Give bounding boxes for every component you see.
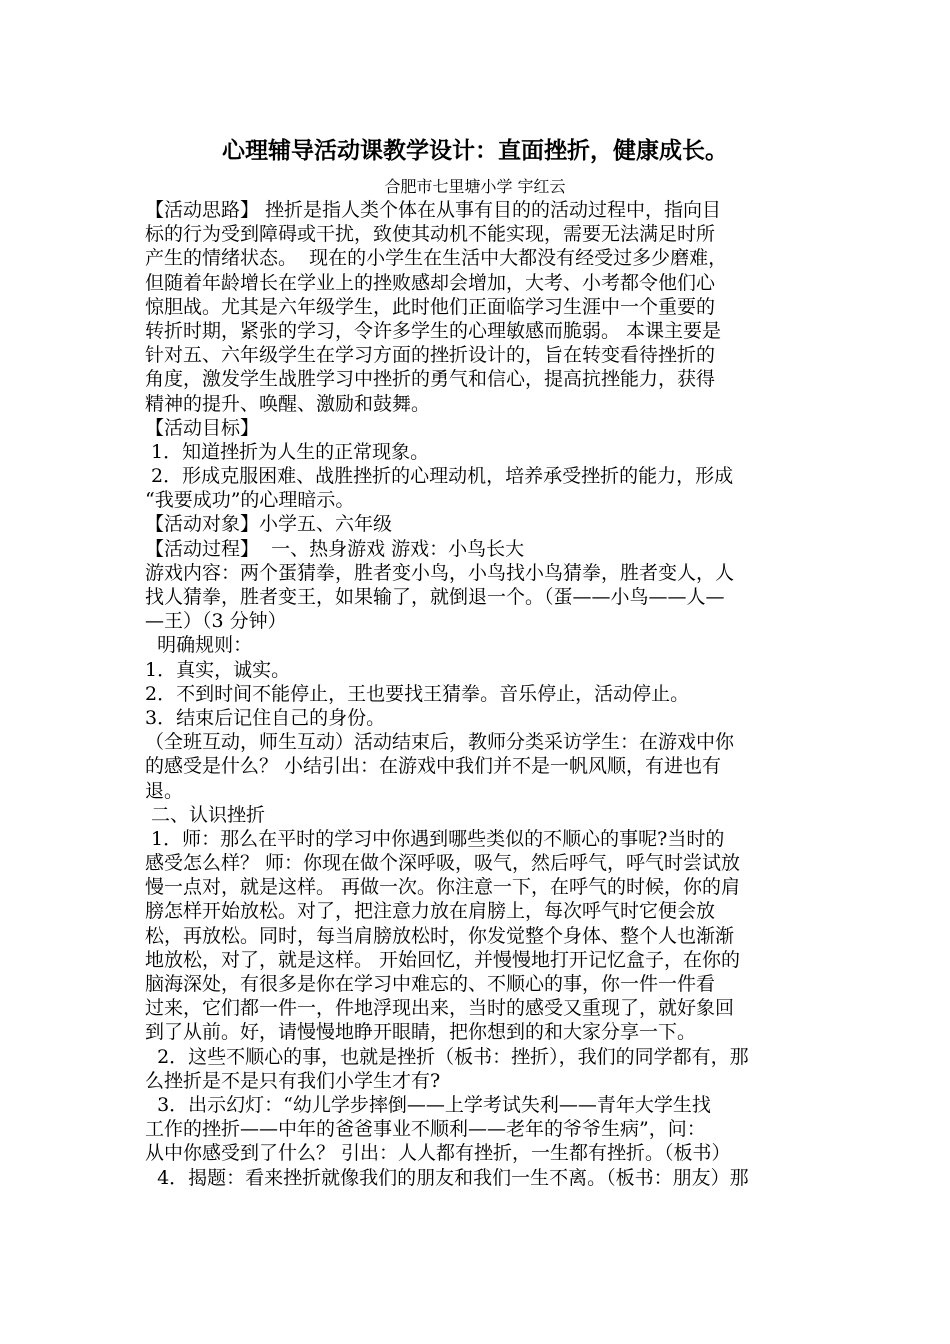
- body-text-line: 脑海深处，有很多是你在学习中难忘的、不顺心的事，你一件一件看: [145, 973, 716, 995]
- body-text-line: 【活动思路】 挫折是指人类个体在从事有目的的活动过程中，指向目: [145, 199, 722, 221]
- body-text-line: 明确规则：: [145, 634, 253, 657]
- body-text-line: 2．不到时间不能停止，王也要找王猜拳。音乐停止，活动停止。: [145, 682, 690, 705]
- body-text-line: 【活动对象】小学五、六年级: [145, 513, 393, 536]
- body-text-line: 找人猜拳，胜者变王，如果输了，就倒退一个。（蛋——小鸟——人—: [145, 586, 725, 608]
- body-text-line: 从中你感受到了什么？ 引出：人人都有挫折，一生都有挫折。（板书）: [145, 1142, 731, 1165]
- author-line: 合肥市七里塘小学 宇红云: [384, 177, 566, 196]
- body-text-line: 2．这些不顺心的事，也就是挫折（板书：挫折），我们的同学都有，那: [145, 1045, 749, 1068]
- body-text-line: 标的行为受到障碍或干扰，致使其动机不能实现，需要无法满足时所: [145, 223, 716, 246]
- body-text-line: 1．真实，诚实。: [145, 658, 291, 681]
- body-text-line: 精神的提升、唤醒、激励和鼓舞。: [145, 392, 431, 415]
- body-text-line: 【活动目标】: [145, 416, 260, 439]
- body-text-line: 1．知道挫折为人生的正常现象。: [145, 440, 430, 463]
- body-text-line: 惊胆战。尤其是六年级学生，此时他们正面临学习生涯中一个重要的: [145, 295, 716, 318]
- body-text-line: 工作的挫折——中年的爸爸事业不顺利——老年的爷爷生病”，问：: [145, 1118, 706, 1141]
- body-text-line: 感受怎么样？ 师：你现在做个深呼吸，吸气，然后呼气，呼气时尝试放: [145, 852, 741, 875]
- body-text-line: 膀怎样开始放松。对了，把注意力放在肩膀上，每次呼气时它便会放: [145, 900, 716, 923]
- body-text-line: 【活动过程】 一、热身游戏 游戏：小鸟长大: [145, 537, 525, 560]
- body-text-line: —王）（3 分钟）: [145, 610, 287, 633]
- body-text-line: （全班互动，师生互动）活动结束后，教师分类采访学生：在游戏中你: [145, 731, 735, 754]
- body-text-line: 松，再放松。同时，每当肩膀放松时，你发觉整个身体、整个人也渐渐: [145, 924, 735, 947]
- body-text-line: 到了从前。好，请慢慢地睁开眼睛，把你想到的和大家分享一下。: [145, 1021, 697, 1044]
- body-text-line: 游戏内容：两个蛋猜拳，胜者变小鸟，小鸟找小鸟猜拳，胜者变人，人: [145, 561, 735, 584]
- body-text-line: 3．出示幻灯：“幼儿学步摔倒——上学考试失利——青年大学生找: [145, 1093, 711, 1116]
- body-text-line: 角度，激发学生战胜学习中挫折的勇气和信心，提高抗挫能力，获得: [145, 368, 716, 391]
- body-text-line: 针对五、六年级学生在学习方面的挫折设计的，旨在转变看待挫折的: [145, 344, 716, 367]
- body-text-line: 但随着年龄增长在学业上的挫败感却会增加，大考、小考都令他们心: [145, 271, 716, 294]
- body-text-line: 慢一点对，就是这样。 再做一次。你注意一下，在呼气的时候，你的肩: [145, 876, 741, 899]
- body-text-line: 过来，它们都一件一，件地浮现出来，当时的感受又重现了，就好象回: [145, 997, 735, 1020]
- body-text-line: 么挫折是不是只有我们小学生才有?: [145, 1069, 441, 1092]
- body-text-line: 退。: [145, 779, 184, 802]
- body-text-line: 地放松，对了，就是这样。 开始回忆，并慢慢地打开记忆盒子，在你的: [145, 948, 741, 971]
- body-text-line: “我要成功”的心理暗示。: [145, 489, 355, 512]
- body-text-line: 4．揭题：看来挫折就像我们的朋友和我们一生不离。（板书：朋友）那: [145, 1166, 749, 1189]
- body-text-line: 3．结束后记住自己的身份。: [145, 706, 386, 729]
- document-title: 心理辅导活动课教学设计：直面挫折，健康成长。: [222, 138, 728, 164]
- body-text-line: 2．形成克服困难、战胜挫折的心理动机，培养承受挫折的能力，形成: [145, 465, 734, 488]
- body-text-line: 二、认识挫折: [145, 803, 266, 826]
- document-body: [145, 198, 825, 1190]
- body-text-line: 1．师：那么在平时的学习中你遇到哪些类似的不顺心的事呢?当时的: [145, 827, 725, 850]
- body-text-line: 产生的情绪状态。 现在的小学生在生活中大都没有经受过多少磨难，: [145, 247, 728, 270]
- body-text-line: 转折时期，紧张的学习，令许多学生的心理敏感而脆弱。 本课主要是: [145, 319, 722, 342]
- body-text-line: 的感受是什么？ 小结引出：在游戏中我们并不是一帆风顺，有进也有: [145, 755, 722, 778]
